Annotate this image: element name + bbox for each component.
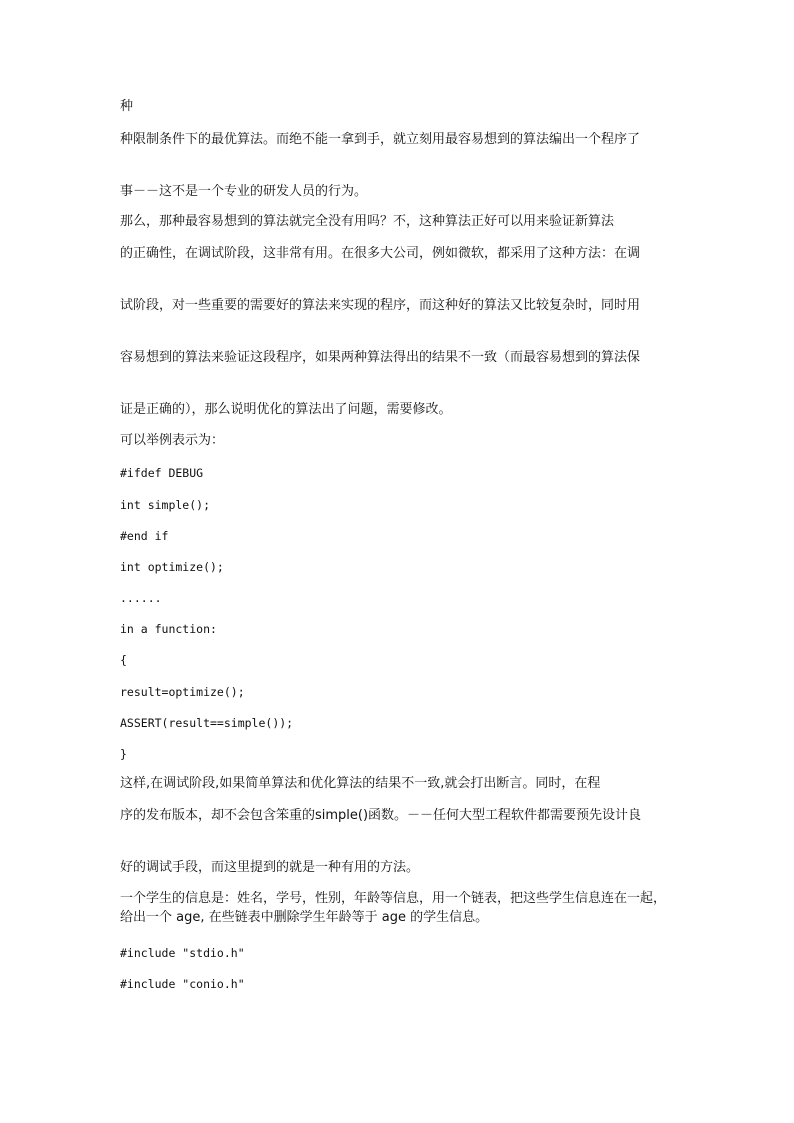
- code-line-include-conio: #include "conio.h": [120, 977, 245, 991]
- paragraph-1: 种: [120, 99, 134, 114]
- paragraph-8: 证是正确的），那么说明优化的算法出了问题，需要修改。: [120, 402, 452, 417]
- paragraph-3: 事－－这不是一个专业的研发人员的行为。: [120, 184, 368, 199]
- paragraph-13: 一个学生的信息是：姓名，学号，性别，年龄等信息，用一个链表，把这些学生信息连在一起， 给出一个 age, 在些链表中删除学生年龄等于 age 的学生信息。: [120, 891, 667, 925]
- paragraph-9: 可以举例表示为：: [120, 433, 225, 448]
- code-line-ellipsis: ......: [120, 591, 162, 605]
- code-line-result: result=optimize();: [120, 685, 245, 699]
- paragraph-7: 容易想到的算法来验证这段程序，如果两种算法得出的结果不一致（而最容易想到的算法保: [120, 350, 641, 365]
- paragraph-4: 那么，那种最容易想到的算法就完全没有用吗？不，这种算法正好可以用来验证新算法: [120, 214, 615, 229]
- code-line-function: in a function:: [120, 622, 217, 636]
- code-line-open-brace: {: [120, 653, 127, 667]
- code-line-assert: ASSERT(result==simple());: [120, 716, 294, 730]
- paragraph-2: 种限制条件下的最优算法。而绝不能一拿到手，就立刻用最容易想到的算法编出一个程序了: [120, 132, 641, 147]
- paragraph-6: 试阶段，对一些重要的需要好的算法来实现的程序，而这种好的算法又比较复杂时，同时用: [120, 298, 641, 313]
- paragraph-10: 这样,在调试阶段,如果简单算法和优化算法的结果不一致,就会打出断言。同时，在程: [120, 776, 601, 791]
- code-line-simple-decl: int simple();: [120, 498, 211, 512]
- code-line-ifdef: #ifdef DEBUG: [120, 466, 204, 480]
- paragraph-5: 的正确性，在调试阶段，这非常有用。在很多大公司，例如微软，都采用了这种方法：在调: [120, 246, 641, 261]
- code-line-include-stdio: #include "stdio.h": [120, 946, 245, 960]
- paragraph-11: 序的发布版本，却不会包含笨重的simple()函数。－－任何大型工程软件都需要预先设计良: [120, 808, 642, 823]
- code-line-optimize-decl: int optimize();: [120, 560, 224, 574]
- paragraph-12: 好的调试手段，而这里提到的就是一种有用的方法。: [120, 860, 420, 875]
- code-line-endif: #end if: [120, 529, 169, 543]
- code-line-close-brace: }: [120, 747, 127, 761]
